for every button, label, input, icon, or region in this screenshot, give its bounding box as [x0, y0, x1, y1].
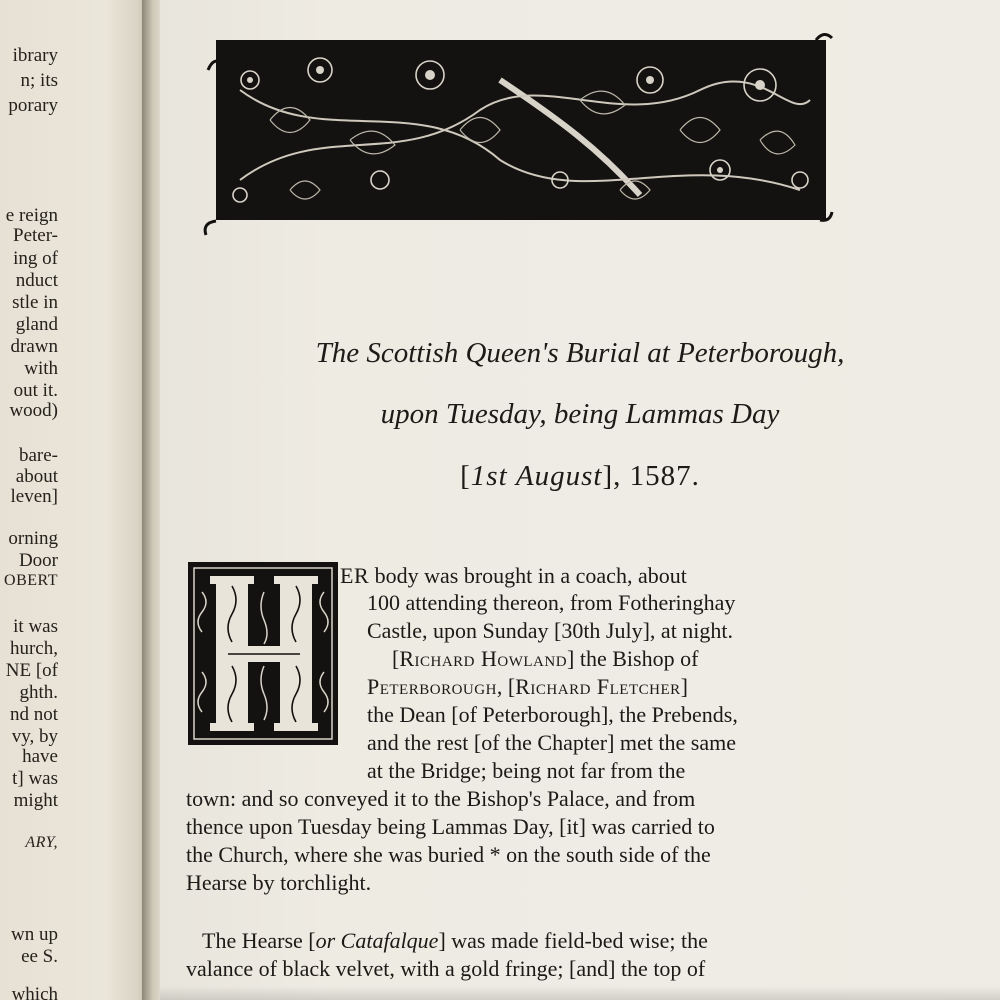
floral-headpiece-icon — [200, 30, 840, 240]
left-page-text-fragment: nduct — [15, 270, 58, 291]
chapter-title-date: [1st August], 1587. — [460, 460, 700, 492]
left-page-text-fragment: gland — [15, 314, 58, 335]
body-line: town: and so conveyed it to the Bishop's Palace, and from — [186, 786, 696, 811]
left-page-text-fragment: have — [22, 746, 58, 767]
left-page-text-fragment: ghth. — [19, 682, 58, 703]
body-line: ER body was brought in a coach, about — [340, 563, 687, 588]
left-page-text-fragment: ibrary — [12, 45, 58, 66]
left-page-text-fragment: ee S. — [21, 946, 58, 967]
body-line: [Richard Howland] the Bishop of — [392, 646, 699, 671]
decorated-initial-h-icon — [188, 562, 338, 745]
left-page-text-fragment: n; its — [20, 70, 58, 91]
body-line: the Dean [of Peterborough], the Prebends, — [367, 702, 738, 727]
left-page-text-fragment: NE [of — [5, 660, 58, 681]
left-page-text-fragment: which — [11, 984, 58, 1000]
body-line: valance of black velvet, with a gold fringe; [and] the top of — [186, 956, 706, 981]
left-page-text-fragment: wn up — [11, 924, 58, 945]
body-line: and the rest [of the Chapter] met the same — [367, 730, 736, 755]
body-line: the Church, where she was buried * on the south side of the — [186, 842, 711, 867]
left-page-text-fragment: nd not — [9, 704, 58, 725]
left-page-text-fragment: leven] — [10, 486, 58, 507]
left-page-text-fragment: orning — [8, 528, 58, 549]
body-line: 100 attending thereon, from Fotheringhay — [367, 590, 736, 615]
right-page — [160, 0, 1000, 1000]
left-page-text-fragment: porary — [8, 95, 58, 116]
left-page-text-fragment: about — [15, 466, 58, 487]
left-page-text-fragment: ARY, — [25, 834, 58, 851]
left-page-text-fragment: Door — [18, 550, 58, 571]
page-edge-shadow — [160, 986, 1000, 1000]
body-line: Hearse by torchlight. — [186, 870, 372, 895]
left-page-text-fragment: t] was — [12, 768, 58, 789]
left-page-text-fragment: drawn — [10, 336, 58, 357]
left-page-text-fragment: e reign — [5, 205, 58, 226]
chapter-title-line-2: upon Tuesday, being Lammas Day — [380, 398, 780, 430]
body-line: Peterborough, [Richard Fletcher] — [367, 674, 688, 699]
left-page-text-fragment: out it. — [13, 380, 58, 401]
left-page-text-fragment: ing of — [13, 248, 58, 269]
left-page-text-fragment: hurch, — [9, 638, 58, 659]
left-page-text-fragment: bare- — [18, 445, 58, 466]
left-page-text-fragment: vy, by — [11, 726, 58, 747]
left-page-text-fragment: stle in — [12, 292, 58, 313]
body-line: Castle, upon Sunday [30th July], at night. — [367, 618, 734, 643]
body-line: at the Bridge; being not far from the — [367, 758, 686, 783]
body-line: thence upon Tuesday being Lammas Day, [it] was carried to — [186, 814, 715, 839]
left-page-text-fragment: it was — [13, 616, 58, 637]
left-page-text-fragment: wood) — [9, 400, 58, 421]
chapter-title-line-1: The Scottish Queen's Burial at Peterborough, — [315, 337, 845, 369]
body-line: The Hearse [or Catafalque] was made field-bed wise; the — [202, 928, 708, 953]
left-page-text-fragment: Peter- — [13, 225, 58, 246]
left-page-text-fragment: might — [13, 790, 58, 811]
left-page-text-fragment: OBERT — [4, 572, 58, 589]
left-facing-page — [0, 0, 150, 1000]
left-page-text-fragment: with — [24, 358, 58, 379]
